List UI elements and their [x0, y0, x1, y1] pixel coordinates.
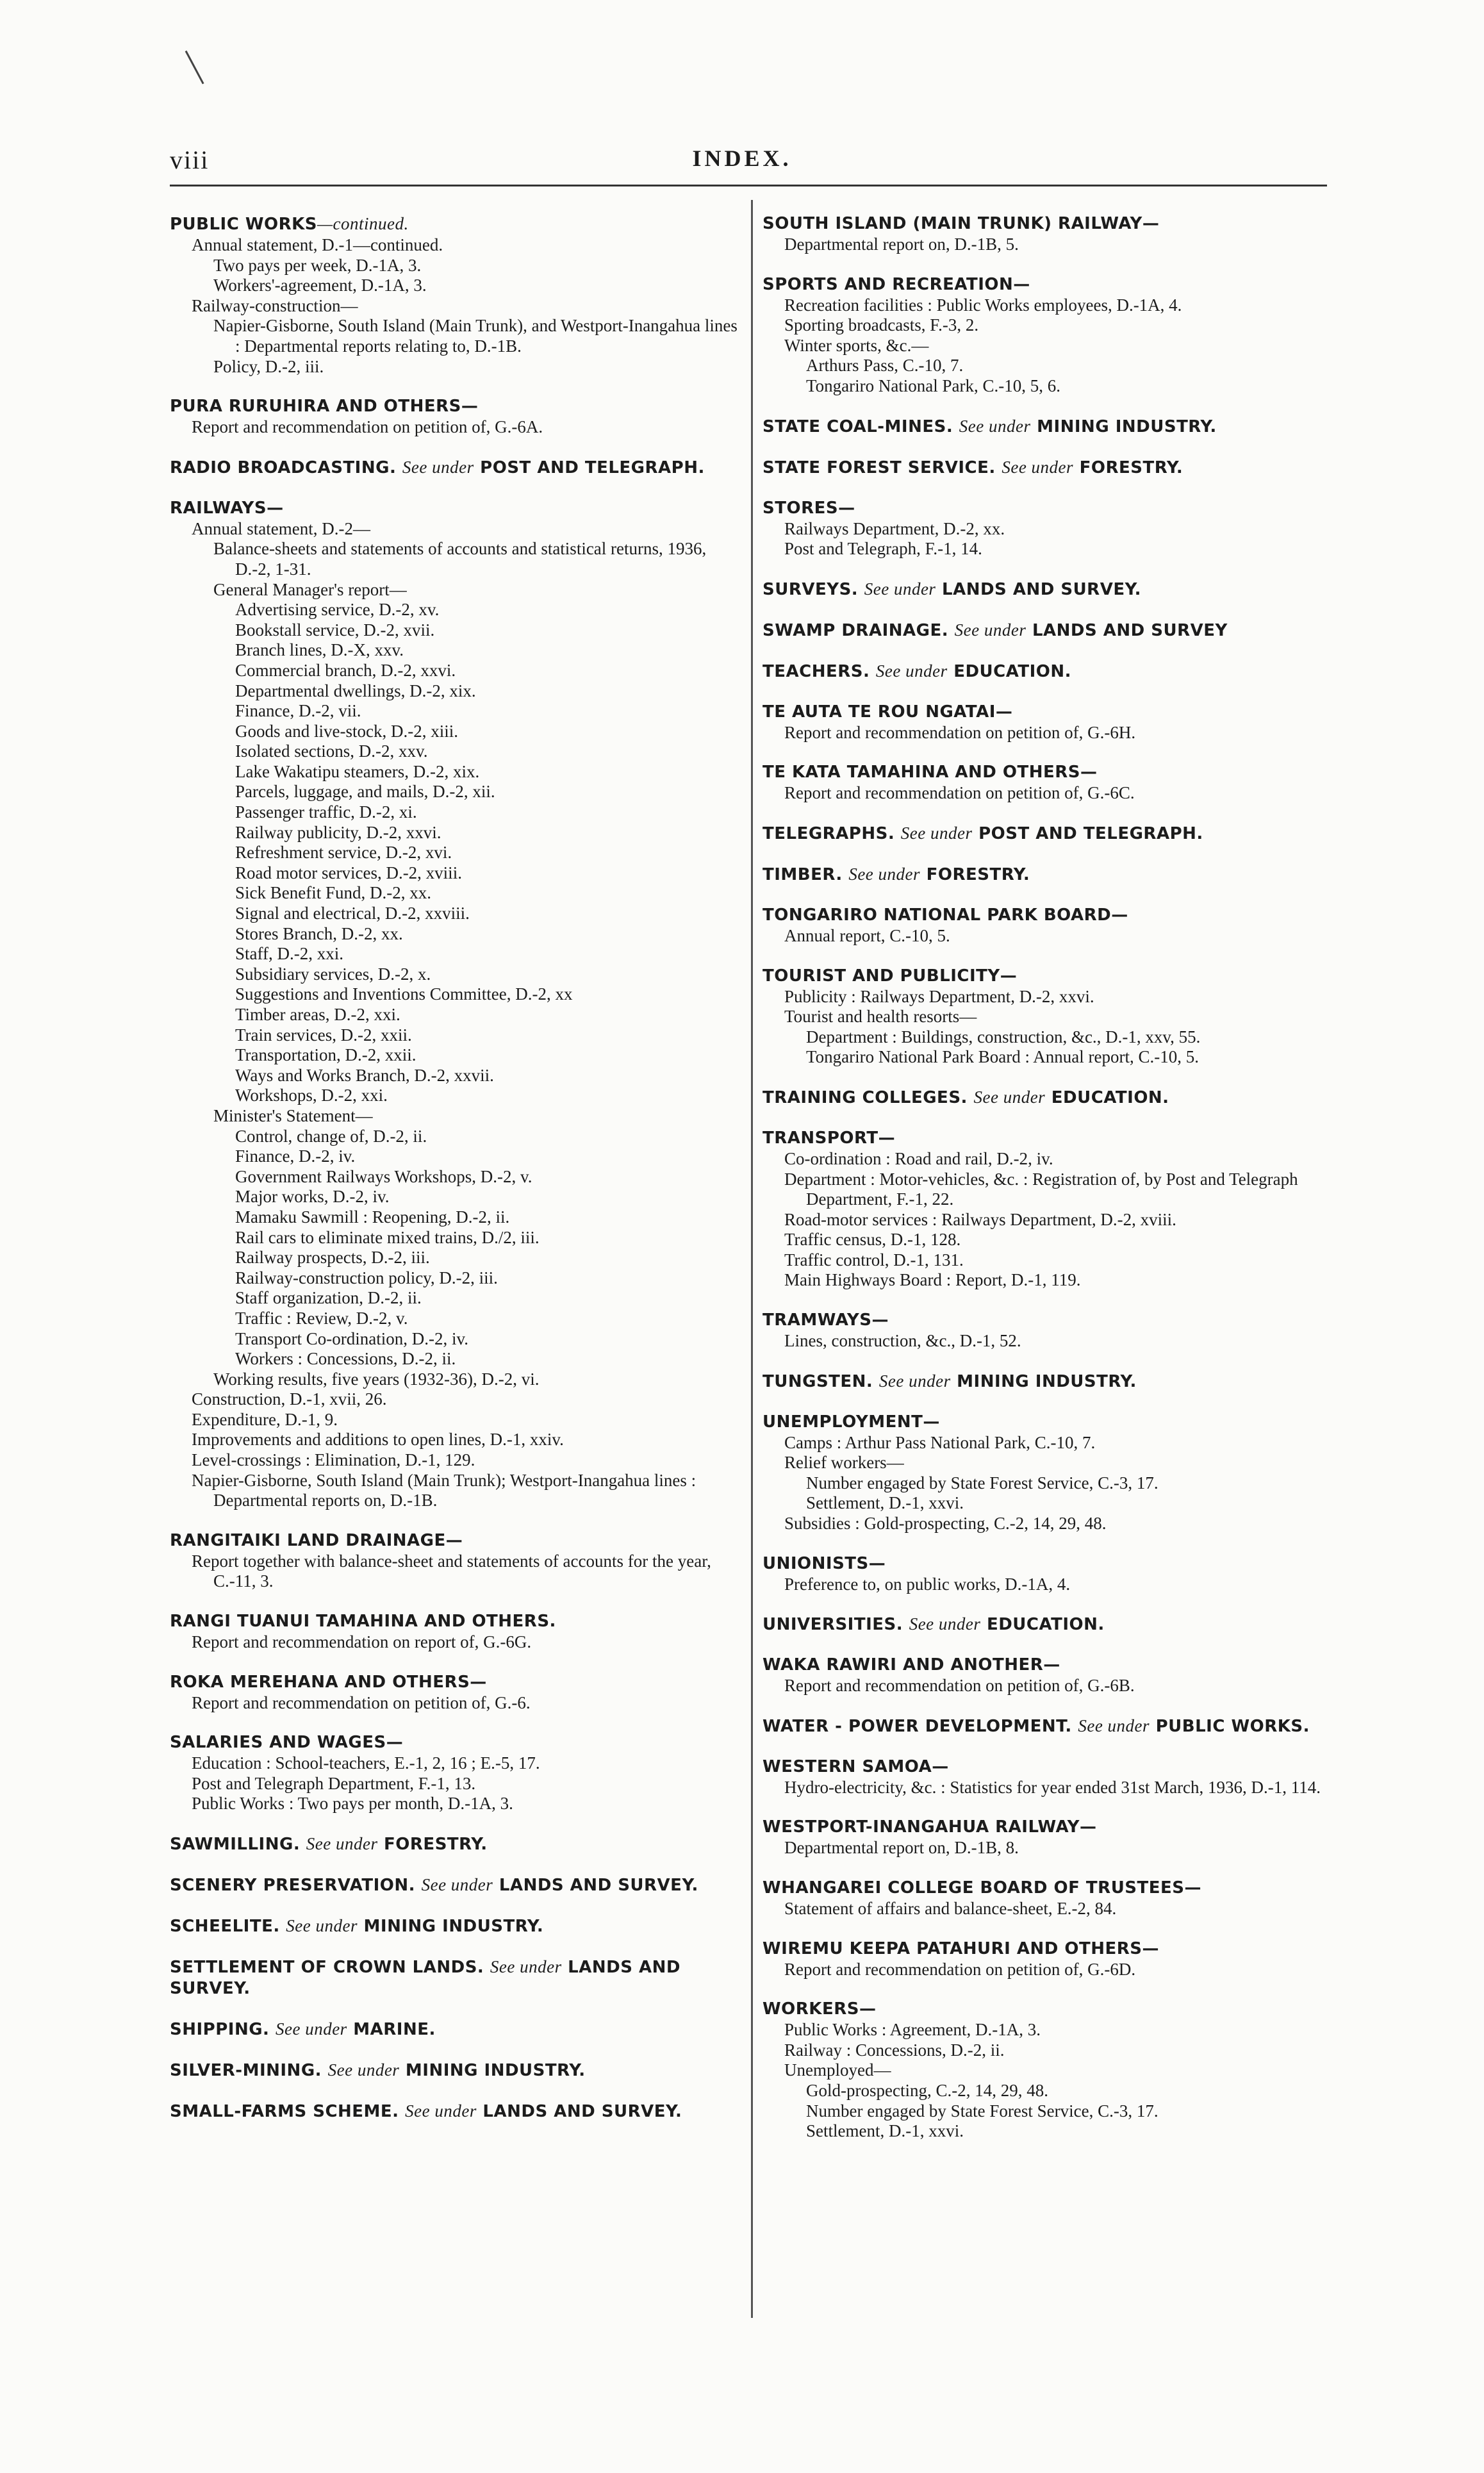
index-line: Policy, D.-2, iii. — [213, 356, 324, 376]
heading-text: SETTLEMENT OF CROWN LANDS. — [170, 1958, 484, 1977]
index-line: Winter sports, &c.— — [784, 335, 929, 355]
index-line: Gold-prospecting, C.-2, 14, 29, 48. — [806, 2080, 1048, 2100]
index-line: Post and Telegraph, F.-1, 14. — [784, 539, 982, 559]
entry-heading — [170, 2060, 741, 2081]
heading-text: TIMBER. — [763, 864, 843, 884]
index-line: Tongariro National Park, C.-10, 5, 6. — [806, 376, 1061, 395]
index-line: Sick Benefit Fund, D.-2, xx. — [235, 883, 431, 903]
index-entry-unemployment — [763, 1412, 1326, 1534]
index-line: Arthurs Pass, C.-10, 7. — [806, 356, 964, 376]
index-entry-sawmilling — [170, 1833, 741, 1855]
see-target: MINING INDUSTRY. — [957, 1371, 1137, 1391]
index-line: Control, change of, D.-2, ii. — [235, 1126, 427, 1146]
index-entry-salaries-and-wages — [170, 1732, 741, 1814]
entry-heading — [763, 905, 1326, 926]
index-line: Commercial branch, D.-2, xxvi. — [235, 660, 456, 680]
index-line: Two pays per week, D.-1A, 3. — [213, 255, 422, 275]
entry-heading — [170, 1611, 741, 1632]
left-index-column — [170, 213, 741, 2142]
index-entry-te-kata-tamahina-and-others — [763, 762, 1326, 804]
index-line: Working results, five years (1932-36), D.-2, vi. — [213, 1369, 540, 1389]
see-under-reference: See under — [909, 1614, 981, 1634]
right-index-column — [763, 213, 1326, 2161]
index-line: Railway prospects, D.-2, iii. — [235, 1248, 430, 1268]
index-line: Goods and live-stock, D.-2, xiii. — [235, 721, 458, 741]
index-line: Branch lines, D.-X, xxv. — [235, 640, 404, 660]
see-under-reference: See under — [848, 864, 921, 884]
index-entry-settlement-of-crown-lands — [170, 1956, 741, 1999]
index-line: Number engaged by State Forest Service, C.-3, 17. — [806, 1473, 1158, 1493]
see-target: FORESTRY. — [926, 864, 1030, 884]
entry-heading — [170, 1915, 741, 1937]
index-line: Advertising service, D.-2, xv. — [235, 600, 440, 620]
index-entry-radio-broadcasting — [170, 457, 741, 479]
heading-text: WESTERN SAMOA— — [763, 1757, 949, 1776]
index-line: Signal and electrical, D.-2, xxviii. — [235, 904, 470, 923]
index-line: Tourist and health resorts— — [784, 1007, 977, 1027]
index-line: Post and Telegraph Department, F.-1, 13. — [192, 1773, 476, 1793]
index-line: Train services, D.-2, xxii. — [235, 1025, 412, 1045]
index-line: Recreation facilities : Public Works employees, D.-1A, 4. — [784, 295, 1182, 315]
index-line: Report and recommendation on petition of, G.-6B. — [784, 1676, 1135, 1696]
index-entry-western-samoa — [763, 1757, 1326, 1798]
index-line: Hydro-electricity, &c. : Statistics for year ended 31st March, 1936, D.-1, 114. — [784, 1777, 1321, 1797]
see-under-reference: See under — [875, 661, 948, 681]
heading-text: TONGARIRO NATIONAL PARK BOARD— — [763, 905, 1128, 925]
index-line: Government Railways Workshops, D.-2, v. — [235, 1166, 532, 1186]
index-line: Statement of affairs and balance-sheet, E.-2, 84. — [784, 1899, 1117, 1918]
index-line: Report and recommendation on petition of, G.-6A. — [192, 417, 543, 437]
entry-heading — [170, 1956, 741, 1999]
index-entry-railways — [170, 498, 741, 1511]
heading-text: SPORTS AND RECREATION— — [763, 274, 1030, 294]
entry-heading — [763, 579, 1326, 600]
index-line: Workshops, D.-2, xxi. — [235, 1086, 388, 1105]
heading-text: SILVER-MINING. — [170, 2061, 322, 2080]
see-under-reference: See under — [402, 457, 474, 477]
index-line: Mamaku Sawmill : Reopening, D.-2, ii. — [235, 1207, 510, 1227]
index-line: Departmental dwellings, D.-2, xix. — [235, 681, 476, 700]
entry-heading — [170, 1874, 741, 1896]
heading-text: UNIONISTS— — [763, 1553, 886, 1573]
index-line: Rail cars to eliminate mixed trains, D./2, iii. — [235, 1227, 540, 1247]
entry-heading — [763, 702, 1326, 723]
see-under-reference: See under — [421, 1875, 493, 1894]
see-target: EDUCATION. — [953, 661, 1071, 681]
see-under-reference: See under — [327, 2060, 400, 2080]
see-under-reference: See under — [405, 2101, 477, 2121]
see-under-reference: See under — [959, 416, 1031, 436]
index-line: Department : Buildings, construction, &c., D.-1, xxv, 55. — [806, 1027, 1201, 1046]
heading-text: TRANSPORT— — [763, 1128, 896, 1148]
entry-heading — [170, 2019, 741, 2040]
index-line: Public Works : Two pays per month, D.-1A, 3. — [192, 1794, 513, 1814]
index-line: Public Works : Agreement, D.-1A, 3. — [784, 2020, 1041, 2040]
index-line: Settlement, D.-1, xxvi. — [806, 2121, 964, 2141]
entry-heading — [763, 1371, 1326, 1393]
index-entry-public-works — [170, 213, 741, 377]
index-line: Road motor services, D.-2, xviii. — [235, 863, 462, 882]
index-line: Isolated sections, D.-2, xxv. — [235, 741, 428, 761]
index-line: Road-motor services : Railways Department, D.-2, xviii. — [784, 1209, 1176, 1229]
index-entry-whangarei-college-board-of-trustees — [763, 1878, 1326, 1919]
see-target: EDUCATION. — [1051, 1088, 1169, 1107]
heading-text: PUBLIC WORKS — [170, 215, 318, 234]
heading-text: SHIPPING. — [170, 2020, 270, 2039]
page-number: viii — [170, 145, 210, 174]
index-line: Improvements and additions to open lines, D.-1, xxiv. — [192, 1430, 564, 1450]
index-line: Education : School-teachers, E.-1, 2, 16 ; E.-5, 17. — [192, 1753, 540, 1773]
index-entry-workers — [763, 1999, 1326, 2142]
see-under-reference: See under — [275, 2019, 347, 2039]
index-line: Suggestions and Inventions Committee, D.-2, xx — [235, 984, 573, 1004]
index-entry-waka-rawiri-and-another — [763, 1655, 1326, 1696]
index-line: Workers'-agreement, D.-1A, 3. — [213, 276, 427, 295]
entry-heading — [170, 1833, 741, 1855]
see-target: LANDS AND SURVEY. — [170, 1958, 680, 1998]
index-entry-wiremu-keepa-patahuri-and-others — [763, 1939, 1326, 1980]
index-line: Departmental report on, D.-1B, 5. — [784, 235, 1019, 254]
index-entry-shipping — [170, 2019, 741, 2040]
index-line: Minister's Statement— — [213, 1105, 373, 1125]
index-line: Traffic : Review, D.-2, v. — [235, 1308, 408, 1328]
index-line: Camps : Arthur Pass National Park, C.-10, 7. — [784, 1432, 1096, 1452]
heading-text: RADIO BROADCASTING. — [170, 458, 397, 477]
heading-text: TE AUTA TE ROU NGATAI— — [763, 702, 1013, 722]
index-entry-surveys — [763, 579, 1326, 600]
index-line: Settlement, D.-1, xxvi. — [806, 1493, 964, 1513]
see-under-reference: See under — [864, 579, 936, 599]
heading-text: SWAMP DRAINAGE. — [763, 620, 949, 640]
index-line: Timber areas, D.-2, xxi. — [235, 1005, 400, 1024]
see-target: MINING INDUSTRY. — [363, 1917, 544, 1936]
entry-heading — [763, 1614, 1326, 1635]
heading-text: WAKA RAWIRI AND ANOTHER— — [763, 1655, 1060, 1675]
heading-text: PURA RURUHIRA AND OTHERS— — [170, 397, 479, 417]
entry-heading — [170, 1530, 741, 1551]
heading-suffix: —continued. — [317, 214, 409, 233]
entry-heading — [763, 762, 1326, 783]
entry-heading — [763, 823, 1326, 845]
heading-text: TOURIST AND PUBLICITY— — [763, 966, 1018, 986]
index-line: Annual statement, D.-1—continued. — [192, 235, 443, 254]
entry-heading — [170, 396, 741, 417]
see-under-reference: See under — [286, 1916, 358, 1935]
see-target: POST AND TELEGRAPH. — [978, 823, 1203, 843]
index-entry-stores — [763, 498, 1326, 559]
heading-text: RANGI TUANUI TAMAHINA AND OTHERS. — [170, 1612, 556, 1632]
index-line: Annual report, C.-10, 5. — [784, 925, 950, 945]
entry-heading — [763, 966, 1326, 987]
index-entry-unionists — [763, 1553, 1326, 1595]
index-line: Major works, D.-2, iv. — [235, 1187, 390, 1207]
index-entry-rangitaiki-land-drainage — [170, 1530, 741, 1592]
entry-heading — [763, 213, 1326, 235]
heading-text: SAWMILLING. — [170, 1835, 301, 1854]
heading-text: SCENERY PRESERVATION. — [170, 1876, 416, 1895]
index-entry-training-colleges — [763, 1087, 1326, 1109]
entry-heading — [170, 457, 741, 479]
heading-text: WHANGAREI COLLEGE BOARD OF TRUSTEES— — [763, 1878, 1202, 1898]
heading-text: TEACHERS. — [763, 661, 870, 681]
index-line: Departmental report on, D.-1B, 8. — [784, 1838, 1019, 1858]
index-line: Railways Department, D.-2, xx. — [784, 518, 1005, 538]
entry-heading — [763, 1412, 1326, 1433]
index-entry-roka-merehana-and-others — [170, 1672, 741, 1714]
index-line: Lines, construction, &c., D.-1, 52. — [784, 1331, 1021, 1351]
index-entry-south-island-main-trunk-railway — [763, 213, 1326, 255]
see-target: MINING INDUSTRY. — [405, 2061, 586, 2080]
index-entry-state-coal-mines — [763, 416, 1326, 438]
entry-heading — [763, 1939, 1326, 1960]
heading-text: TE KATA TAMAHINA AND OTHERS— — [763, 763, 1098, 782]
index-line: Expenditure, D.-1, 9. — [192, 1409, 338, 1429]
entry-heading — [170, 213, 741, 235]
index-entry-universities — [763, 1614, 1326, 1635]
entry-heading — [763, 1087, 1326, 1109]
entry-heading — [763, 274, 1326, 295]
index-line: Department : Motor-vehicles, &c. : Registration of, by Post and Telegraph Department, F.-1, 22. — [784, 1169, 1298, 1209]
heading-text: UNIVERSITIES. — [763, 1615, 903, 1635]
see-target: MARINE. — [353, 2020, 436, 2039]
index-line: Railway-construction— — [192, 295, 358, 315]
see-under-reference: See under — [900, 823, 973, 843]
heading-text: ROKA MEREHANA AND OTHERS— — [170, 1672, 487, 1692]
index-entry-te-auta-te-rou-ngatai — [763, 702, 1326, 743]
entry-heading — [763, 1310, 1326, 1331]
index-line: Railway publicity, D.-2, xxvi. — [235, 822, 441, 842]
see-target: FORESTRY. — [384, 1835, 488, 1854]
see-target: LANDS AND SURVEY. — [942, 579, 1141, 599]
heading-text: WORKERS— — [763, 1999, 877, 2019]
entry-heading — [170, 1732, 741, 1753]
index-line: Co-ordination : Road and rail, D.-2, iv. — [784, 1148, 1053, 1168]
see-under-reference: See under — [954, 620, 1026, 640]
index-line: General Manager's report— — [213, 579, 407, 599]
see-target: MINING INDUSTRY. — [1037, 417, 1217, 436]
index-line: Sporting broadcasts, F.-3, 2. — [784, 315, 979, 335]
index-line: Annual statement, D.-2— — [192, 518, 370, 538]
index-line: Balance-sheets and statements of accounts and statistical returns, 1936, D.-2, 1-31. — [213, 539, 707, 579]
see-under-reference: See under — [878, 1371, 951, 1391]
entry-heading — [763, 1817, 1326, 1838]
entry-heading — [763, 457, 1326, 479]
index-line: Transportation, D.-2, xxii. — [235, 1045, 416, 1065]
index-line: Passenger traffic, D.-2, xi. — [235, 802, 417, 822]
index-entry-timber — [763, 864, 1326, 886]
heading-text: TRAINING COLLEGES. — [763, 1088, 968, 1107]
index-line: Transport Co-ordination, D.-2, iv. — [235, 1328, 468, 1348]
index-entry-teachers — [763, 661, 1326, 682]
index-line: Report and recommendation on petition of, G.-6C. — [784, 783, 1135, 803]
see-under-reference: See under — [490, 1957, 562, 1976]
index-entry-westport-inangahua-railway — [763, 1817, 1326, 1858]
index-line: Report together with balance-sheet and statements of accounts for the year, C.-11, 3. — [192, 1551, 711, 1591]
entry-heading — [763, 416, 1326, 438]
entry-heading — [763, 661, 1326, 682]
index-entry-transport — [763, 1128, 1326, 1291]
see-target: FORESTRY. — [1079, 458, 1183, 477]
index-line: Railway-construction policy, D.-2, iii. — [235, 1268, 498, 1287]
see-under-reference: See under — [973, 1087, 1046, 1107]
heading-text: TUNGSTEN. — [763, 1371, 873, 1391]
heading-text: STATE FOREST SERVICE. — [763, 458, 996, 477]
see-target: LANDS AND SURVEY. — [499, 1876, 698, 1895]
column-divider — [751, 200, 753, 2318]
index-line: Report and recommendation on petition of, G.-6H. — [784, 722, 1136, 742]
entry-heading — [763, 864, 1326, 886]
index-line: Finance, D.-2, vii. — [235, 701, 361, 721]
heading-text: STORES— — [763, 498, 855, 518]
index-entry-scenery-preservation — [170, 1874, 741, 1896]
index-line: Report and recommendation on petition of, G.-6. — [192, 1692, 531, 1712]
index-entry-tungsten — [763, 1371, 1326, 1393]
index-line: Napier-Gisborne, South Island (Main Trunk), and Westport-Inangahua lines : Departmental reports relating to, D.-1B. — [213, 316, 738, 356]
index-line: Report and recommendation on report of, G.-6G. — [192, 1632, 532, 1652]
index-line: Traffic control, D.-1, 131. — [784, 1250, 964, 1270]
index-line: Subsidies : Gold-prospecting, C.-2, 14, 29, 48. — [784, 1514, 1107, 1534]
header-rule — [170, 185, 1327, 186]
index-line: Railway : Concessions, D.-2, ii. — [784, 2040, 1005, 2060]
index-line: Traffic census, D.-1, 128. — [784, 1230, 961, 1250]
index-line: Refreshment service, D.-2, xvi. — [235, 843, 452, 863]
index-entry-tourist-and-publicity — [763, 966, 1326, 1068]
index-line: Relief workers— — [784, 1453, 904, 1473]
index-entry-telegraphs — [763, 823, 1326, 845]
heading-text: UNEMPLOYMENT— — [763, 1412, 940, 1432]
index-entry-sports-and-recreation — [763, 274, 1326, 397]
heading-text: TRAMWAYS— — [763, 1311, 889, 1330]
see-target: LANDS AND SURVEY. — [482, 2102, 682, 2121]
entry-heading — [763, 498, 1326, 519]
see-target: LANDS AND SURVEY — [1032, 620, 1228, 640]
index-line: Ways and Works Branch, D.-2, xxvii. — [235, 1065, 494, 1085]
heading-text: WESTPORT-INANGAHUA RAILWAY— — [763, 1817, 1097, 1837]
see-target: PUBLIC WORKS. — [1155, 1716, 1310, 1736]
see-under-reference: See under — [1002, 457, 1074, 477]
entry-heading — [170, 1672, 741, 1693]
heading-text: STATE COAL-MINES. — [763, 417, 953, 436]
index-line: Napier-Gisborne, South Island (Main Trunk); Westport-Inangahua lines : Departmental reports on, D.-1B. — [192, 1470, 697, 1510]
see-under-reference: See under — [1078, 1716, 1150, 1735]
index-line: Unemployed— — [784, 2060, 891, 2080]
index-line: Tongariro National Park Board : Annual report, C.-10, 5. — [806, 1047, 1199, 1067]
entry-heading — [763, 1999, 1326, 2020]
heading-text: RANGITAIKI LAND DRAINAGE— — [170, 1530, 463, 1550]
entry-heading — [763, 1716, 1326, 1737]
index-line: Report and recommendation on petition of, G.-6D. — [784, 1959, 1136, 1979]
index-line: Parcels, luggage, and mails, D.-2, xii. — [235, 782, 495, 802]
index-entry-water-power-development — [763, 1716, 1326, 1737]
entry-heading — [763, 1878, 1326, 1899]
see-under-reference: See under — [306, 1834, 378, 1853]
heading-text: SMALL-FARMS SCHEME. — [170, 2102, 399, 2121]
index-line: Staff organization, D.-2, ii. — [235, 1288, 422, 1308]
index-line: Preference to, on public works, D.-1A, 4. — [784, 1574, 1071, 1594]
entry-heading — [763, 1553, 1326, 1575]
heading-text: SALARIES AND WAGES— — [170, 1733, 404, 1753]
index-line: Bookstall service, D.-2, xvii. — [235, 620, 435, 640]
heading-text: WATER - POWER DEVELOPMENT. — [763, 1716, 1072, 1736]
index-line: Publicity : Railways Department, D.-2, xxvi. — [784, 986, 1094, 1006]
index-line: Subsidiary services, D.-2, x. — [235, 964, 431, 984]
see-target: POST AND TELEGRAPH. — [480, 458, 705, 477]
heading-text: RAILWAYS— — [170, 498, 284, 518]
index-line: Staff, D.-2, xxi. — [235, 944, 343, 964]
index-entry-rangi-tuanui-tamahina-and-others — [170, 1611, 741, 1653]
index-entry-small-farms-scheme — [170, 2101, 741, 2122]
entry-heading — [763, 1128, 1326, 1149]
index-entry-tongariro-national-park-board — [763, 905, 1326, 947]
pen-mark — [185, 51, 204, 85]
entry-heading — [763, 1655, 1326, 1676]
index-entry-state-forest-service — [763, 457, 1326, 479]
entry-heading — [763, 620, 1326, 641]
index-entry-pura-ruruhira-and-others — [170, 396, 741, 438]
entry-heading — [170, 498, 741, 519]
index-line: Construction, D.-1, xvii, 26. — [192, 1389, 387, 1409]
entry-heading — [763, 1757, 1326, 1778]
index-line: Level-crossings : Elimination, D.-1, 129. — [192, 1450, 475, 1470]
index-line: Number engaged by State Forest Service, C.-3, 17. — [806, 2101, 1158, 2121]
entry-heading — [170, 2101, 741, 2122]
heading-text: SURVEYS. — [763, 579, 859, 599]
index-line: Workers : Concessions, D.-2, ii. — [235, 1349, 456, 1369]
index-entry-scheelite — [170, 1915, 741, 1937]
heading-text: TELEGRAPHS. — [763, 823, 895, 843]
index-line: Lake Wakatipu steamers, D.-2, xix. — [235, 761, 480, 781]
index-line: Stores Branch, D.-2, xx. — [235, 923, 403, 943]
index-entry-swamp-drainage — [763, 620, 1326, 641]
index-entry-tramways — [763, 1310, 1326, 1352]
index-line: Finance, D.-2, iv. — [235, 1146, 356, 1166]
heading-text: SCHEELITE. — [170, 1917, 280, 1936]
index-line: Main Highways Board : Report, D.-1, 119. — [784, 1270, 1081, 1290]
running-head: INDEX. — [692, 145, 792, 171]
see-target: EDUCATION. — [986, 1615, 1105, 1635]
heading-text: WIREMU KEEPA PATAHURI AND OTHERS— — [763, 1939, 1160, 1958]
heading-text: SOUTH ISLAND (MAIN TRUNK) RAILWAY— — [763, 214, 1160, 233]
index-entry-silver-mining — [170, 2060, 741, 2081]
